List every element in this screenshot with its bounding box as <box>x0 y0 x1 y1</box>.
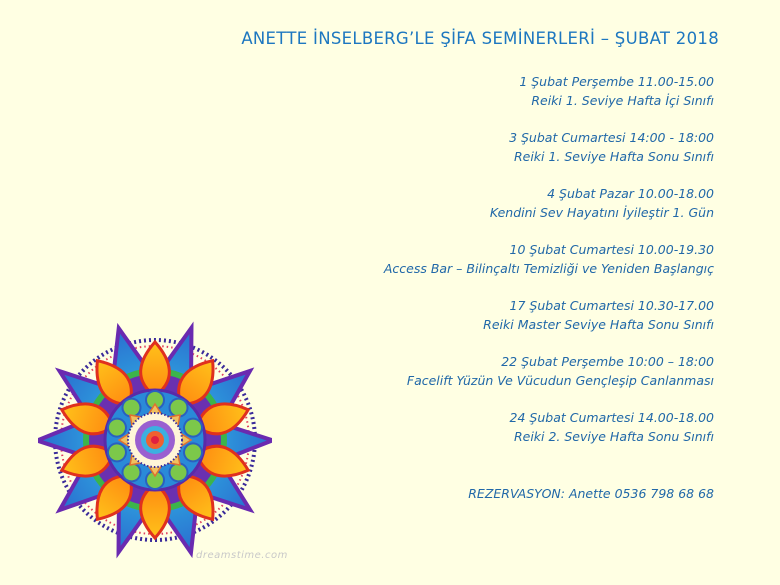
event-name: Kendini Sev Hayatını İyileştir 1. Gün <box>489 205 714 220</box>
event-date-time: 3 Şubat Cumartesi 14:00 - 18:00 <box>509 130 714 145</box>
event-item <box>384 296 714 352</box>
event-date-time: 17 Şubat Cumartesi 10.30-17.00 <box>509 298 714 313</box>
event-name: Access Bar – Bilinçaltı Temizliği ve Yeniden Başlangıç <box>383 261 714 276</box>
event-item <box>384 352 714 408</box>
event-schedule <box>384 72 714 464</box>
event-name: Reiki 2. Seviye Hafta Sonu Sınıfı <box>513 429 714 444</box>
mandala-icon <box>38 320 272 560</box>
event-date-time: 22 Şubat Perşembe 10:00 – 18:00 <box>501 354 714 369</box>
event-date-time: 1 Şubat Perşembe 11.00-15.00 <box>519 74 714 89</box>
event-item <box>384 72 714 128</box>
event-item <box>384 128 714 184</box>
reservation-contact: REZERVASYON: Anette 0536 798 68 68 <box>468 486 714 501</box>
event-item <box>384 408 714 464</box>
event-name: Reiki Master Seviye Hafta Sonu Sınıfı <box>483 317 714 332</box>
event-date-time: 24 Şubat Cumartesi 14.00-18.00 <box>509 410 714 425</box>
mandala-image <box>38 320 272 560</box>
event-name: Facelift Yüzün Ve Vücudun Gençleşip Canlanması <box>406 373 714 388</box>
watermark-text: dreamstime.com <box>196 550 288 561</box>
event-item <box>384 240 714 296</box>
event-date-time: 10 Şubat Cumartesi 10.00-19.30 <box>509 242 714 257</box>
event-name: Reiki 1. Seviye Hafta Sonu Sınıfı <box>513 149 714 164</box>
event-name: Reiki 1. Seviye Hafta İçi Sınıfı <box>531 93 714 108</box>
page-title: ANETTE İNSELBERG’LE ŞİFA SEMİNERLERİ – ŞUBAT 2018 <box>241 29 719 48</box>
event-item <box>384 184 714 240</box>
event-date-time: 4 Şubat Pazar 10.00-18.00 <box>547 186 714 201</box>
